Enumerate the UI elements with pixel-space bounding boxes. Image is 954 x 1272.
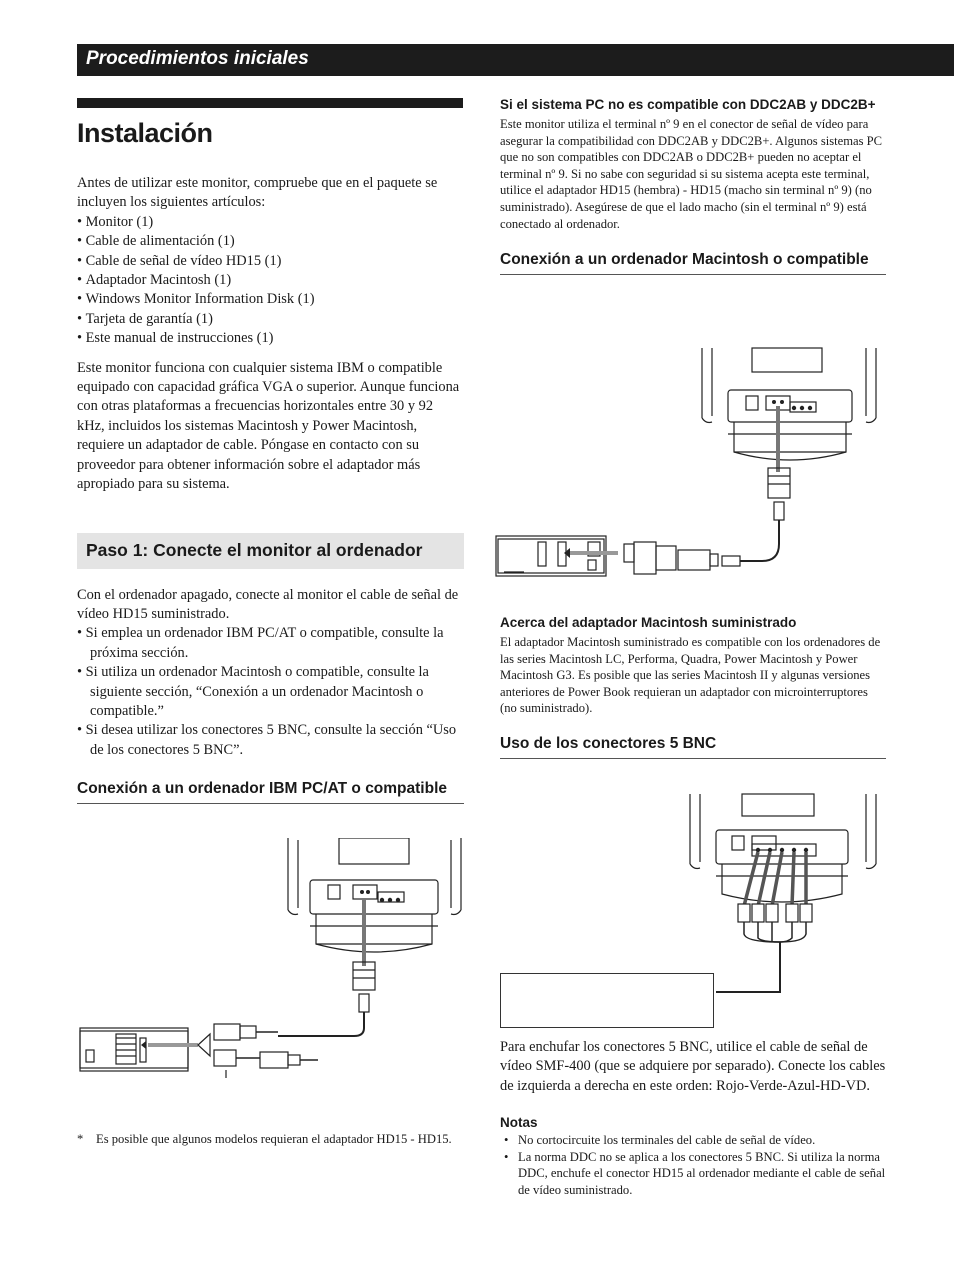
list-item: • Si desea utilizar los conectores 5 BNC, consulte la sección “Uso de los conectores 5 BNC”.	[77, 721, 464, 760]
adapter-paragraph: El adaptador Macintosh suministrado es compatible con los ordenadores de las series Macintosh LC, Performa, Quadra, Power Macintosh y Power Macintosh G3. Es posible que las series Macintosh II y algunas versiones anteriores de Power Book requieran un adaptador con microinterruptores (no suministrado).	[500, 635, 881, 716]
package-list	[77, 213, 464, 349]
footnote	[77, 1131, 464, 1148]
step1-heading-box	[77, 533, 464, 569]
mac-heading: Conexión a un ordenador Macintosh o compatible	[500, 249, 886, 275]
bnc-paragraph: Para enchufar los conectores 5 BNC, utilice el cable de señal de vídeo SMF-400 (que se adquiere por separado). Conecte los cables de izquierda a derecha en este orden: Rojo-Verde-Azul-HD-VD.	[500, 1039, 886, 1094]
footnote-text: Es posible que algunos modelos requieran el adaptador HD15 - HD15.	[96, 1132, 452, 1146]
list-item: • Tarjeta de garantía (1)	[77, 310, 464, 329]
section-banner	[77, 44, 954, 76]
section-title: Procedimientos iniciales	[86, 48, 309, 69]
notes-list	[500, 1132, 886, 1198]
right-column	[500, 96, 886, 275]
list-item: • Adaptador Macintosh (1)	[77, 271, 464, 290]
adapter-section	[500, 614, 886, 759]
step1-heading: Paso 1: Conecte el monitor al ordenador	[86, 539, 423, 560]
cable-note-box	[500, 973, 714, 1028]
title-rule	[77, 98, 463, 108]
ibm-connection-diagram	[78, 838, 468, 1083]
ddc-heading: Si el sistema PC no es compatible con DDC2AB y DDC2B+	[500, 97, 876, 112]
list-item: • Monitor (1)	[77, 213, 464, 232]
compatibility-paragraph: Este monitor funciona con cualquier sistema IBM o compatible equipado con capacidad gráfica VGA o superior. Aunque funciona con otras plataformas a frecuencias horizontales entre 30 y 92 kHz, incluidos los sistemas Macintosh y Power Macintosh, requiere un adaptador de cable. Póngase en contacto con su proveedor para obtener información sobre el adaptador más apropiado para su sistema.	[77, 359, 460, 493]
list-item: • Cable de alimentación (1)	[77, 232, 464, 251]
list-item: • Si utiliza un ordenador Macintosh o compatible, consulte la siguiente sección, “Conexión a un ordenador Macintosh o compatible.”	[77, 663, 464, 721]
notes-heading: Notas	[500, 1115, 538, 1131]
bnc-heading: Uso de los conectores 5 BNC	[500, 733, 886, 759]
ddc-paragraph: Este monitor utiliza el terminal nº 9 en el conector de señal de vídeo para asegurar la compatibilidad con DDC2AB y DDC2B+. Algunos sistemas PC que no son compatibles con DDC2AB o DDC2B+ pueden no aceptar el terminal nº 9. Si no sabe con seguridad si su sistema acepta este terminal, utilice el adaptador HD15 (hembra) - HD15 (macho sin terminal nº 9) (no suministrado). Asegúrese de que el lado macho (sin el terminal nº 9) está conectado al ordenador.	[500, 117, 883, 231]
intro-paragraph: Antes de utilizar este monitor, compruebe que en el paquete se incluyen los siguientes artículos:	[77, 175, 438, 211]
list-item: • Cable de señal de vídeo HD15 (1)	[77, 252, 464, 271]
list-item: • La norma DDC no se aplica a los conectores 5 BNC. Si utiliza la norma DDC, enchufe el conector HD15 al ordenador mediante el cable de señal de vídeo suministrado.	[500, 1149, 886, 1199]
list-item: • Si emplea un ordenador IBM PC/AT o compatible, consulte la próxima sección.	[77, 624, 464, 663]
list-item: • No cortocircuite los terminales del cable de señal de vídeo.	[500, 1132, 886, 1149]
mac-connection-diagram	[494, 346, 884, 581]
step1-list	[77, 624, 464, 760]
bnc-section	[500, 1038, 886, 1199]
list-item: • Este manual de instrucciones (1)	[77, 329, 464, 348]
list-item: • Windows Monitor Information Disk (1)	[77, 290, 464, 309]
page-title: Instalación	[77, 118, 213, 148]
step1-intro: Con el ordenador apagado, conecte al monitor el cable de señal de vídeo HD15 suministrado.	[77, 586, 459, 622]
ibm-heading: Conexión a un ordenador IBM PC/AT o compatible	[77, 778, 464, 804]
left-column	[77, 98, 464, 804]
bnc-connection-diagram	[686, 792, 886, 1002]
adapter-heading: Acerca del adaptador Macintosh suministrado	[500, 615, 797, 630]
footnote-mark: *	[77, 1132, 84, 1146]
